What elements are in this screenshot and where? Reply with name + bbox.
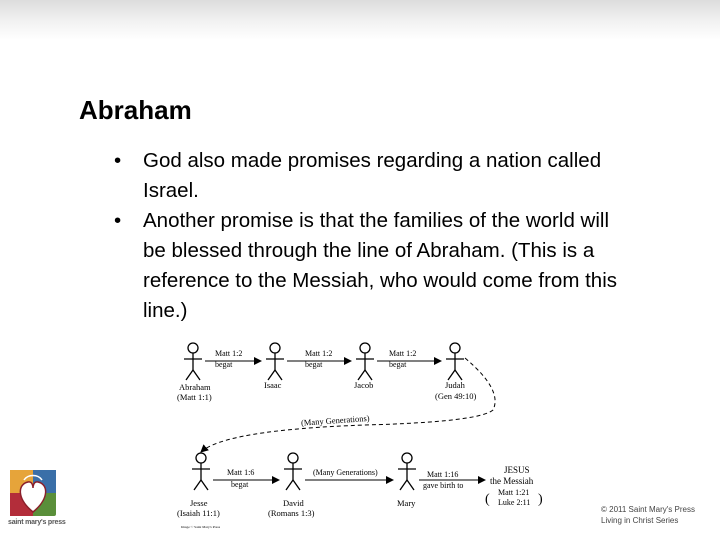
- stick-figure-icon: [356, 343, 374, 380]
- saint-marys-press-logo: [6, 468, 60, 538]
- person-ref: (Isaiah 11:1): [177, 508, 220, 518]
- bullet-list: [114, 146, 634, 326]
- link-label: gave birth to: [423, 481, 464, 490]
- person-ref: (Matt 1:1): [177, 392, 212, 402]
- messiah-title: the Messiah: [490, 476, 534, 486]
- link-ref: Matt 1:2: [215, 349, 243, 358]
- person-name: Isaac: [264, 380, 282, 390]
- link-ref: Matt 1:16: [427, 470, 459, 479]
- stick-figure-icon: [266, 343, 284, 380]
- messiah-ref: Matt 1:21: [498, 488, 530, 497]
- link-label: (Many Generations): [313, 468, 378, 477]
- stick-figure-icon: [284, 453, 302, 490]
- diagram-fine-print: Image © Saint Mary's Press: [181, 525, 221, 529]
- stick-figure-icon: [398, 453, 416, 490]
- connector-label: (Many Generations): [300, 412, 370, 428]
- stick-figure-icon: [184, 343, 202, 380]
- copyright-line: © 2011 Saint Mary's Press: [601, 505, 695, 514]
- link-label: begat: [231, 480, 249, 489]
- bullet-text: God also made promises regarding a nation called Israel.: [143, 149, 602, 202]
- link-label: begat: [215, 360, 233, 369]
- person-name: Judah: [445, 380, 465, 390]
- generations-connector: [201, 358, 495, 452]
- link-ref: Matt 1:6: [227, 468, 255, 477]
- person-name: David: [283, 498, 304, 508]
- series-line: Living in Christ Series: [601, 516, 679, 525]
- messiah-ref: Luke 2:11: [498, 498, 531, 507]
- bullet-marker: •: [114, 209, 122, 232]
- person-ref: (Romans 1:3): [268, 508, 315, 518]
- slide-title: Abraham: [79, 95, 192, 125]
- logo-wordmark: saint mary's press: [8, 519, 66, 526]
- bullet-marker: •: [114, 149, 122, 172]
- messiah-name: JESUS: [504, 465, 530, 475]
- person-name: Abraham: [179, 382, 211, 392]
- stick-figure-icon: [192, 453, 210, 490]
- header-band: [0, 0, 720, 40]
- bullet-item: [114, 146, 634, 206]
- stick-figure-icon: [446, 343, 464, 380]
- bullet-item: [114, 206, 634, 326]
- link-ref: Matt 1:2: [305, 349, 333, 358]
- link-label: begat: [305, 360, 323, 369]
- bracket-close: ): [538, 492, 543, 507]
- person-name: Mary: [397, 498, 416, 508]
- person-name: Jacob: [354, 380, 374, 390]
- link-ref: Matt 1:2: [389, 349, 417, 358]
- copyright-notice: [601, 504, 695, 526]
- person-ref: (Gen 49:10): [435, 391, 477, 401]
- link-label: begat: [389, 360, 407, 369]
- bracket-open: (: [485, 492, 490, 507]
- bullet-text: Another promise is that the families of the world will be blessed through the line of Abraham. (This is a reference to the Messiah, who would come from this line.): [143, 209, 617, 322]
- genealogy-diagram: [165, 330, 543, 540]
- person-name: Jesse: [190, 498, 208, 508]
